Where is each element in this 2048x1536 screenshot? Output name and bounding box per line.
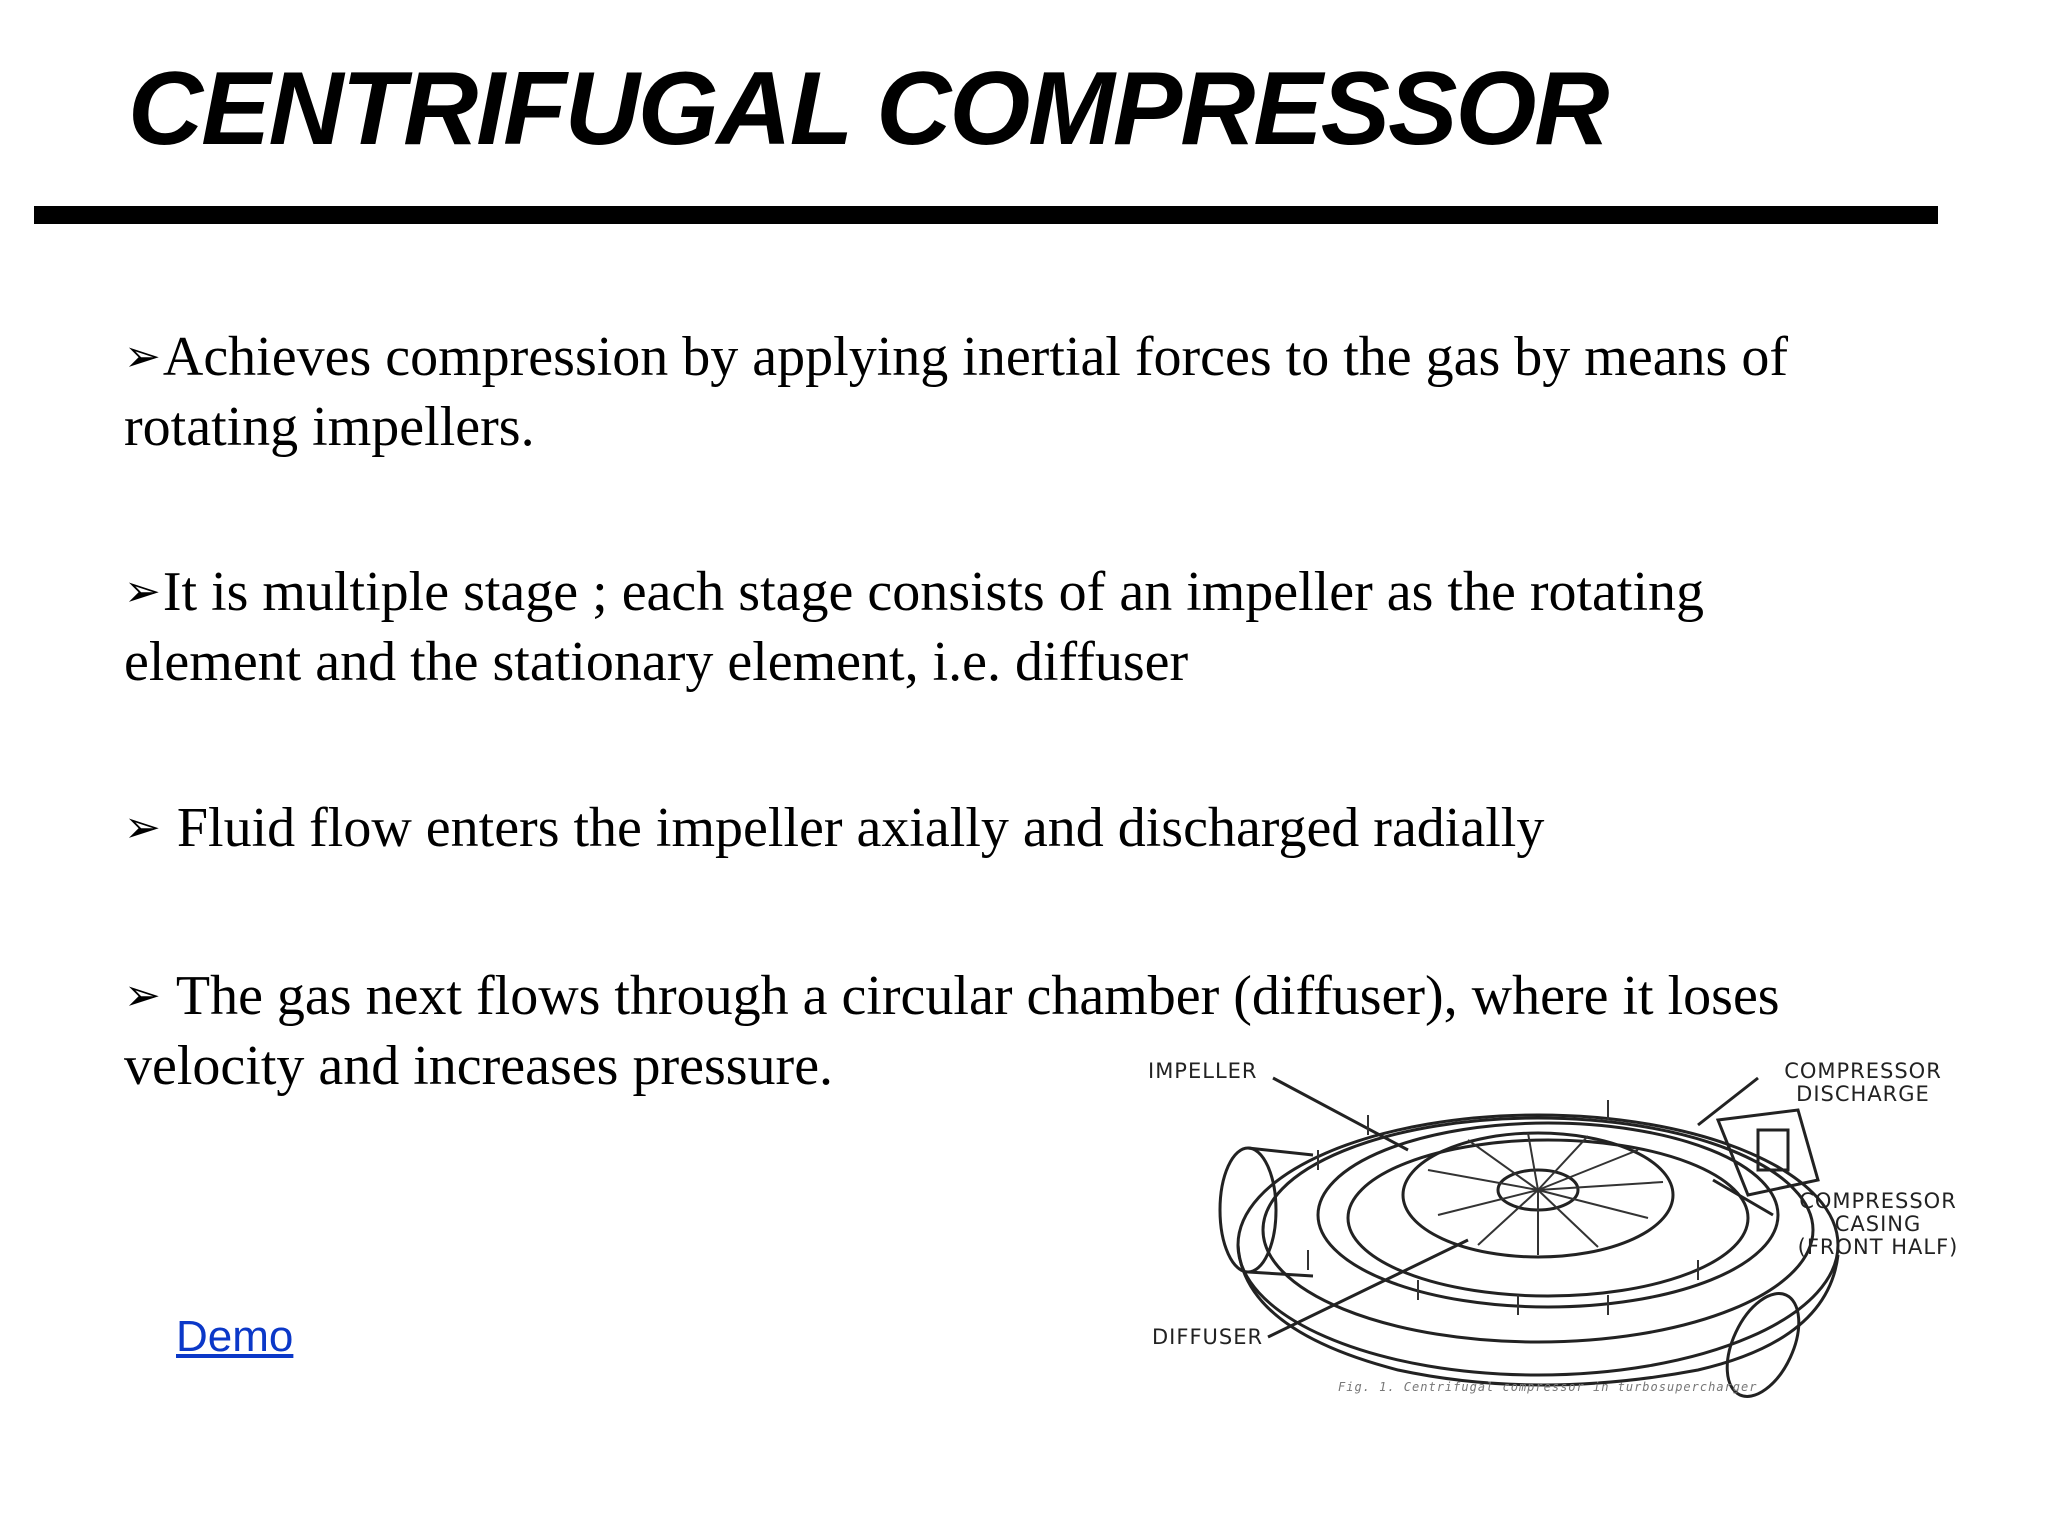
bullet-text: The gas next flows through a circular chamber (diffuser), where it loses velocity and increases pressure. — [124, 965, 1780, 1097]
slide-title: CENTRIFUGAL COMPRESSOR — [128, 51, 1608, 167]
arrow-bullet-icon: ➢ — [124, 970, 161, 1021]
arrow-bullet-icon: ➢ — [124, 802, 161, 853]
bullet-text: Fluid flow enters the impeller axially and discharged radially — [162, 797, 1545, 859]
bullet-item — [124, 557, 1884, 697]
arrow-bullet-icon: ➢ — [124, 566, 161, 617]
bullet-item — [124, 793, 1884, 863]
bullet-item — [124, 322, 1884, 462]
bullet-text: Achieves compression by applying inertial forces to the gas by means of rotating impellers. — [124, 326, 1788, 458]
diffuser-label: DIFFUSER — [1152, 1325, 1264, 1349]
title-divider — [34, 206, 1938, 224]
compressor-diagram — [1138, 1040, 1988, 1420]
impeller-label: IMPELLER — [1148, 1059, 1258, 1083]
arrow-bullet-icon: ➢ — [124, 331, 161, 382]
demo-link[interactable]: Demo — [176, 1312, 294, 1361]
compressor-discharge-label: COMPRESSOR DISCHARGE — [1784, 1059, 1942, 1106]
compressor-casing-label: COMPRESSOR CASING (FRONT HALF) — [1797, 1189, 1959, 1259]
figure-caption: Fig. 1. Centrifugal compressor in turbosupercharger — [1338, 1380, 1758, 1394]
bullet-text: It is multiple stage ; each stage consists of an impeller as the rotating element and the stationary element, i.e. diffuser — [124, 561, 1705, 693]
